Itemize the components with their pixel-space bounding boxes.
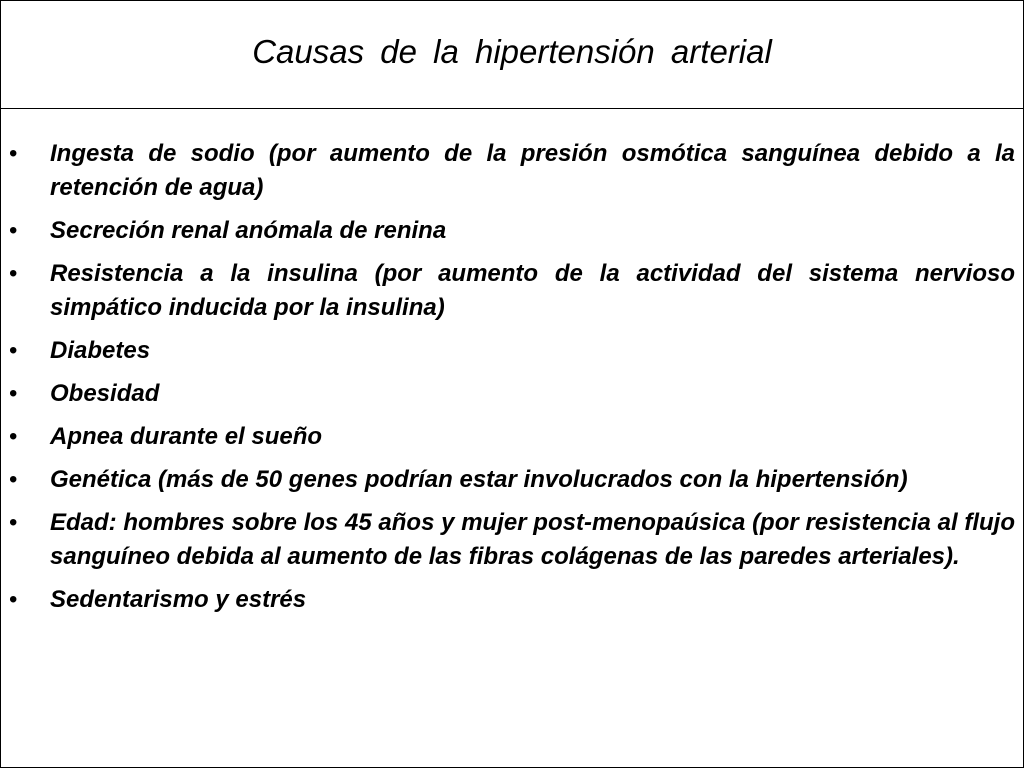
bullet-item-sleep-apnea: • Apnea durante el sueño bbox=[9, 420, 1015, 454]
bullet-item-obesity: • Obesidad bbox=[9, 377, 1015, 411]
bullet-item-insulin-resistance: • Resistencia a la insulina (por aumento de la actividad del sistema nervioso simpático inducida por la insulina) bbox=[9, 257, 1015, 325]
bullet-item-renin-secretion: • Secreción renal anómala de renina bbox=[9, 214, 1015, 248]
slide-title: Causas de la hipertensión arterial bbox=[252, 33, 772, 70]
bullet-item-genetics: • Genética (más de 50 genes podrían estar involucrados con la hipertensión) bbox=[9, 463, 1015, 497]
bullet-item-sedentarism-stress: • Sedentarismo y estrés bbox=[9, 583, 1015, 617]
bullet-item-age: • Edad: hombres sobre los 45 años y mujer post-menopaúsica (por resistencia al flujo sanguíneo debida al aumento de las fibras colágenas de las paredes arteriales). bbox=[9, 506, 1015, 574]
title-box bbox=[1, 1, 1023, 109]
bullet-item-diabetes: • Diabetes bbox=[9, 334, 1015, 368]
bullet-item-sodium-intake: • Ingesta de sodio (por aumento de la presión osmótica sanguínea debido a la retención de agua) bbox=[9, 137, 1015, 205]
bullet-list bbox=[9, 137, 1015, 626]
